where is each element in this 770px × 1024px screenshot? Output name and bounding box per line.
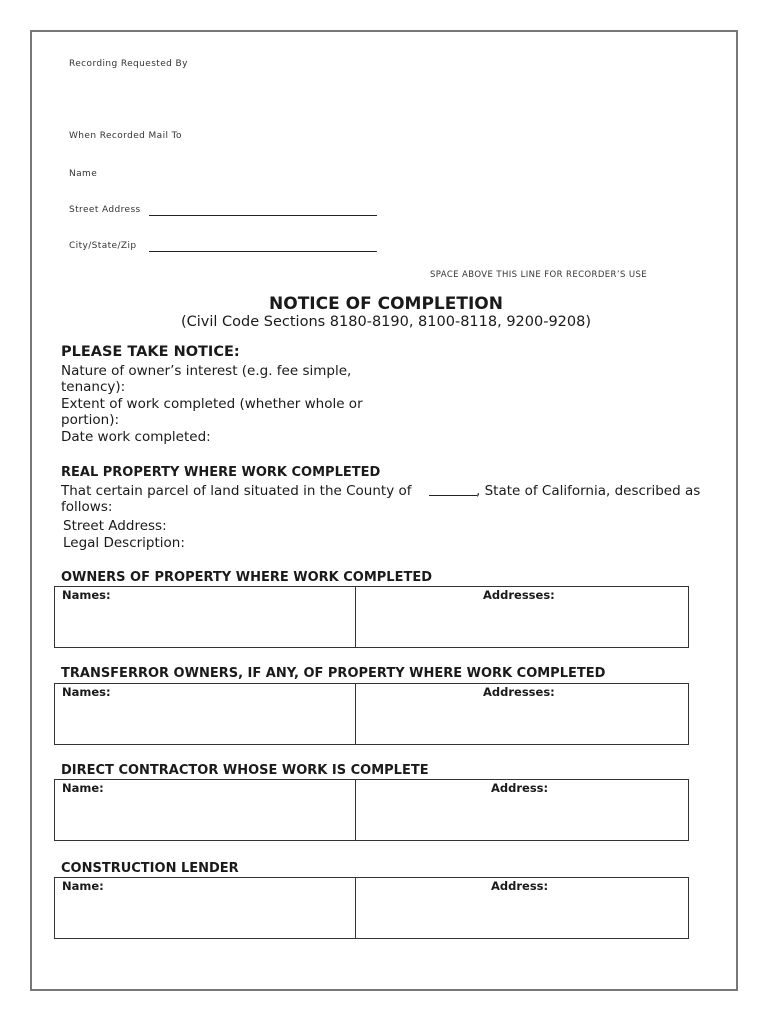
owner-interest-label: Nature of owner’s interest (e.g. fee simple,: [61, 363, 352, 379]
city-state-zip-label: City/State/Zip: [69, 241, 137, 251]
lender-name-cell[interactable]: Name:: [62, 879, 104, 893]
parcel-text-follows: follows:: [61, 499, 113, 515]
property-street-address-label: Street Address:: [63, 518, 167, 534]
street-address-line[interactable]: [149, 215, 377, 216]
transferror-owners-heading: TRANSFERROR OWNERS, IF ANY, OF PROPERTY WHERE WORK COMPLETED: [61, 666, 606, 681]
construction-lender-heading: CONSTRUCTION LENDER: [61, 861, 239, 876]
real-property-heading: REAL PROPERTY WHERE WORK COMPLETED: [61, 465, 381, 480]
legal-description-label: Legal Description:: [63, 535, 185, 551]
owners-heading: OWNERS OF PROPERTY WHERE WORK COMPLETED: [61, 570, 433, 585]
direct-contractor-table: [54, 779, 689, 841]
owners-addresses-cell[interactable]: Addresses:: [483, 588, 555, 602]
lender-table-divider: [355, 878, 356, 938]
date-completed-label: Date work completed:: [61, 429, 211, 445]
document-page: [30, 30, 738, 991]
lender-address-cell[interactable]: Address:: [491, 879, 549, 893]
city-state-zip-line[interactable]: [149, 251, 377, 252]
document-title: NOTICE OF COMPLETION: [269, 294, 503, 314]
recording-requested-by-label: Recording Requested By: [69, 59, 188, 69]
parcel-text-after: , State of California, described as: [476, 483, 701, 499]
direct-contractor-heading: DIRECT CONTRACTOR WHOSE WORK IS COMPLETE: [61, 763, 429, 778]
construction-lender-table: [54, 877, 689, 939]
transferror-table-divider: [355, 684, 356, 744]
extent-of-work-label-cont: portion):: [61, 412, 120, 428]
when-recorded-mail-to-label: When Recorded Mail To: [69, 131, 182, 141]
recorder-use-note: SPACE ABOVE THIS LINE FOR RECORDER’S USE: [430, 270, 648, 280]
owners-names-cell[interactable]: Names:: [62, 588, 111, 602]
transferror-names-cell[interactable]: Names:: [62, 685, 111, 699]
street-address-label: Street Address: [69, 205, 141, 215]
parcel-text-before: That certain parcel of land situated in the County of: [61, 483, 412, 499]
contractor-table-divider: [355, 780, 356, 840]
transferror-addresses-cell[interactable]: Addresses:: [483, 685, 555, 699]
contractor-name-cell[interactable]: Name:: [62, 781, 104, 795]
name-label: Name: [69, 169, 98, 179]
transferror-owners-table: [54, 683, 689, 745]
county-blank-line[interactable]: [429, 495, 477, 496]
extent-of-work-label: Extent of work completed (whether whole or: [61, 396, 363, 412]
owners-table-divider: [355, 587, 356, 647]
owners-table: [54, 586, 689, 648]
contractor-address-cell[interactable]: Address:: [491, 781, 549, 795]
document-subtitle: (Civil Code Sections 8180-8190, 8100-8118, 9200-9208): [180, 314, 592, 330]
owner-interest-label-cont: tenancy):: [61, 379, 126, 395]
notice-heading: PLEASE TAKE NOTICE:: [61, 344, 240, 360]
